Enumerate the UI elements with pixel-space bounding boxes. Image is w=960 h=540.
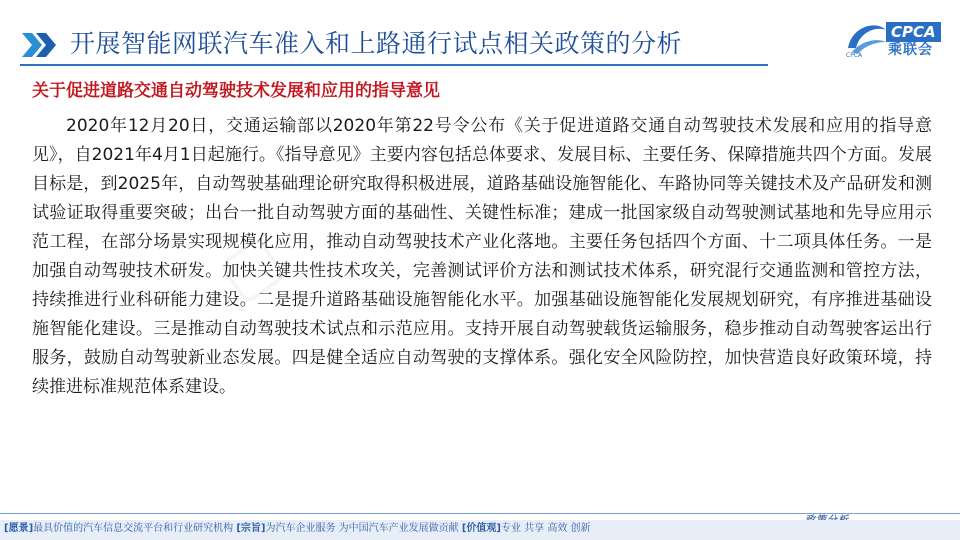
- section-heading: 关于促进道路交通自动驾驶技术发展和应用的指导意见: [32, 81, 440, 101]
- vision-key: [愿景]: [4, 523, 34, 534]
- purpose-key: [宗旨]: [236, 523, 266, 534]
- page-title: 开展智能网联汽车准入和上路通行试点相关政策的分析: [70, 29, 683, 58]
- double-chevron-icon: [20, 30, 60, 60]
- logo-sub-text: CPCA: [846, 52, 863, 59]
- title-underline: [20, 64, 768, 66]
- purpose-text: 为汽车企业服务 为中国汽车产业发展做贡献: [265, 523, 459, 534]
- logo-brand-text: CPCA: [886, 22, 941, 42]
- watermark: ▢: [204, 219, 297, 315]
- logo-chinese-name: 乘联会: [888, 42, 933, 58]
- values-text: 专业 共享 高效 创新: [500, 523, 591, 534]
- vision-text: 最具价值的汽车信息交流平台和行业研究机构: [33, 523, 234, 534]
- body-paragraph: 2020年12月20日，交通运输部以2020年第22号令公布《关于促进道路交通自动驾驶技术发展和应用的指导意见》，自2021年4月1日起施行。《指导意见》主要内容包括总体要求、发展目标、主要任务、保障措施共四个方面。发展目标是，到2025年，自动驾驶基础理论研究取得积极进展，道路基础设施智能化、车路协同等关键技术及产品研发和测试验证取得重要突破；出台一批自动驾驶方面的基础性、关键性标准；建成一批国家级自动驾驶测试基地和先导应用示范工程，在部分场景实现规模化应用，推动自动驾驶技术产业化落地。主要任务包括四个方面、十二项具体任务。一是加强自动驾驶技术研发。加快关键共性技术攻关，完善测试评价方法和测试技术体系，研究混行交通监测和管控方法，持续推进行业科研能力建设。二是提升道路基础设施智能化水平。加强基础设施智能化发展规划研究，有序推进基础设施智能化建设。三是推动自动驾驶技术试点和示范应用。支持开展自动驾驶载货运输服务，稳步推动自动驾驶客运出行服务，鼓励自动驾驶新业态发展。四是健全适应自动驾驶的支撑体系。强化安全风险防控，加快营造良好政策环境，持续推进标准规范体系建设。: [32, 116, 932, 397]
- footer-motto: [4, 522, 591, 536]
- values-key: [价值观]: [461, 523, 501, 534]
